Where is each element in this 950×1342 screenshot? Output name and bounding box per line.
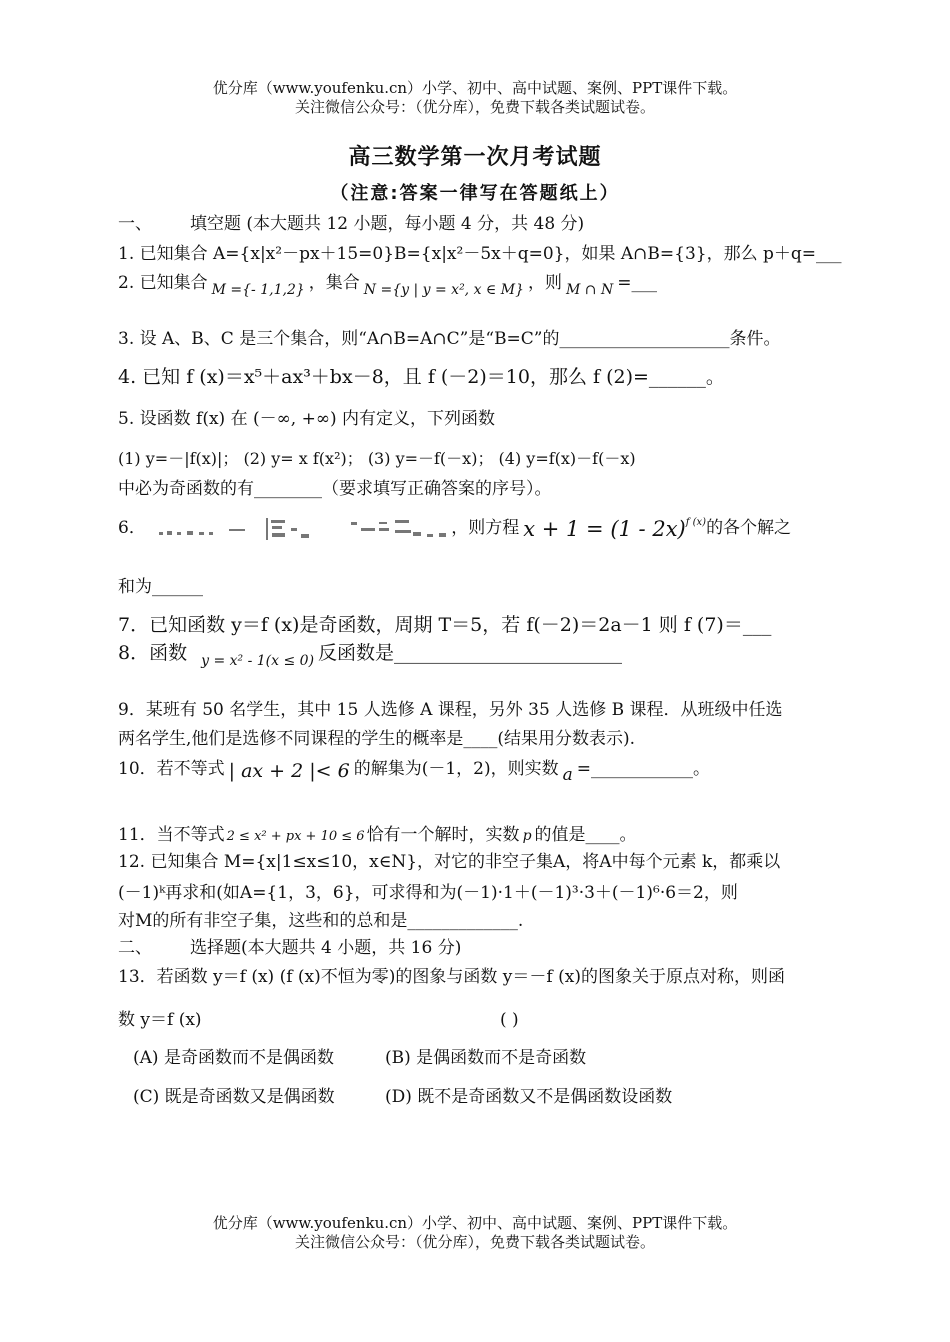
q6-exponent: f (x)	[685, 517, 707, 528]
q6-number: 6．	[118, 518, 146, 538]
question-12-line-3: 对M的所有非空子集，这些和的总和是_____________.	[118, 911, 524, 931]
question-9-line-1: 9．某班有 50 名学生，其中 15 人选修 A 课程，另外 35 人选修 B 课程．从班级中任选	[118, 700, 783, 720]
q6-then: ，则方程	[451, 518, 520, 538]
q2-set-m: M ={- 1,1,2}	[211, 282, 305, 298]
question-9-line-2: 两名学生,他们是选修不同课程的学生的概率是____(结果用分数表示).	[118, 729, 636, 749]
question-3: 3. 设 A、B、C 是三个集合，则“A∩B=A∩C”是“B=C”的____________________条件。	[118, 329, 781, 349]
question-13-option-b: (B) 是偶函数而不是奇函数	[385, 1048, 587, 1068]
question-5-options: (1) y=－|f(x)|； (2) y= x f(x²)； (3) y=－f(－x)； (4) y=f(x)－f(－x)	[118, 449, 636, 468]
q11-variable: p	[522, 828, 532, 844]
notice: （注意:答案一律写在答题纸上）	[330, 183, 620, 204]
question-11	[118, 824, 637, 848]
q2-set-n: N ={y | y = x², x ∈ M}	[363, 282, 524, 298]
q10-mid: 的解集为(－1，2)，则实数	[353, 759, 559, 779]
question-13-answer-paren: ( )	[500, 1010, 519, 1030]
q11-tail: 的值是____。	[534, 825, 637, 845]
header-line-2: 关注微信公众号：（优分库），免费下载各类试题试卷。	[294, 98, 655, 116]
q6-tail: 的各个解之	[706, 518, 792, 538]
q8-tail: 反函数是________________________	[318, 642, 623, 664]
q11-number: 11．当不等式	[118, 825, 225, 845]
question-12-line-1: 12. 已知集合 M={x|1≤x≤10，x∈N}，对它的非空子集A，将A中每个元素 k，都乘以	[118, 852, 781, 872]
section-2-label: 选择题(本大题共 4 小题，共 16 分)	[190, 938, 462, 958]
q6-illegible-formula-image	[151, 516, 451, 542]
q10-variable: a	[562, 765, 573, 785]
question-10	[118, 758, 710, 786]
section-1-heading	[118, 213, 584, 235]
q10-inequality: | ax + 2 |< 6	[228, 760, 350, 782]
q6-formula: x + 1 = (1 - 2x)	[523, 517, 686, 541]
question-2	[118, 272, 657, 301]
q10-number: 10．若不等式	[118, 759, 225, 779]
header-line-1: 优分库（www.youfenku.cn）小学、初中、高中试题、案例、PPT课件下载。	[212, 79, 738, 97]
section-2-number: 二、	[118, 938, 152, 958]
question-13-option-d: (D) 既不是奇函数又不是偶函数设函数	[385, 1087, 673, 1107]
question-6	[118, 512, 791, 542]
q2-prefix: 2. 已知集合	[118, 273, 208, 293]
q8-formula: y = x² - 1(x ≤ 0)	[201, 653, 315, 669]
question-13-option-c: (C) 既是奇函数又是偶函数	[133, 1087, 335, 1107]
question-13-line-1: 13．若函数 y＝f (x) (f (x)不恒为零)的图象与函数 y＝－f (x)的图象关于原点对称，则函	[118, 967, 785, 987]
section-1-number: 一、	[118, 214, 152, 234]
question-5-ask: 中必为奇函数的有________（要求填写正确答案的序号）。	[118, 479, 552, 499]
q10-tail: =____________。	[576, 759, 710, 779]
footer-line-1: 优分库（www.youfenku.cn）小学、初中、高中试题、案例、PPT课件下载。	[212, 1214, 738, 1232]
section-2-heading	[118, 937, 461, 959]
q11-mid: 恰有一个解时，实数	[366, 825, 520, 845]
question-4: 4. 已知 f (x)＝x⁵＋ax³＋bx－8，且 f (－2)＝10，那么 f (2)=______。	[118, 366, 725, 388]
question-8	[118, 642, 622, 672]
q11-inequality: 2 ≤ x² + px + 10 ≤ 6	[226, 829, 365, 844]
footer-line-2: 关注微信公众号：（优分库），免费下载各类试题试卷。	[294, 1233, 655, 1251]
question-13-line-2: 数 y＝f (x)	[118, 1010, 202, 1030]
q2-answer-blank: =___	[617, 273, 657, 293]
question-7: 7．已知函数 y＝f (x)是奇函数，周期 T＝5，若 f(－2)＝2a－1 则 f (7)＝___	[118, 614, 772, 636]
page-title: 高三数学第一次月考试题	[348, 144, 602, 170]
q2-mid: ，集合	[308, 273, 360, 293]
question-1: 1. 已知集合 A={x|x²－px＋15=0}B={x|x²－5x＋q=0}，如果 A∩B={3}，那么 p＋q=___	[118, 244, 842, 264]
q2-then: ，则	[527, 273, 562, 293]
section-1-label: 填空题 (本大题共 12 小题，每小题 4 分，共 48 分)	[190, 214, 585, 234]
q2-intersection: M ∩ N	[565, 282, 614, 298]
q8-number: 8．函数	[118, 642, 188, 664]
question-12-line-2: (－1)ᵏ再求和(如A={1，3，6}，可求得和为(－1)·1＋(－1)³·3＋(－1)⁶·6＝2，则	[118, 883, 738, 903]
question-13-option-a: (A) 是奇函数而不是偶函数	[133, 1048, 334, 1068]
question-5: 5. 设函数 f(x) 在 (－∞, +∞) 内有定义，下列函数	[118, 409, 496, 429]
question-6-line-2: 和为______	[118, 577, 203, 597]
